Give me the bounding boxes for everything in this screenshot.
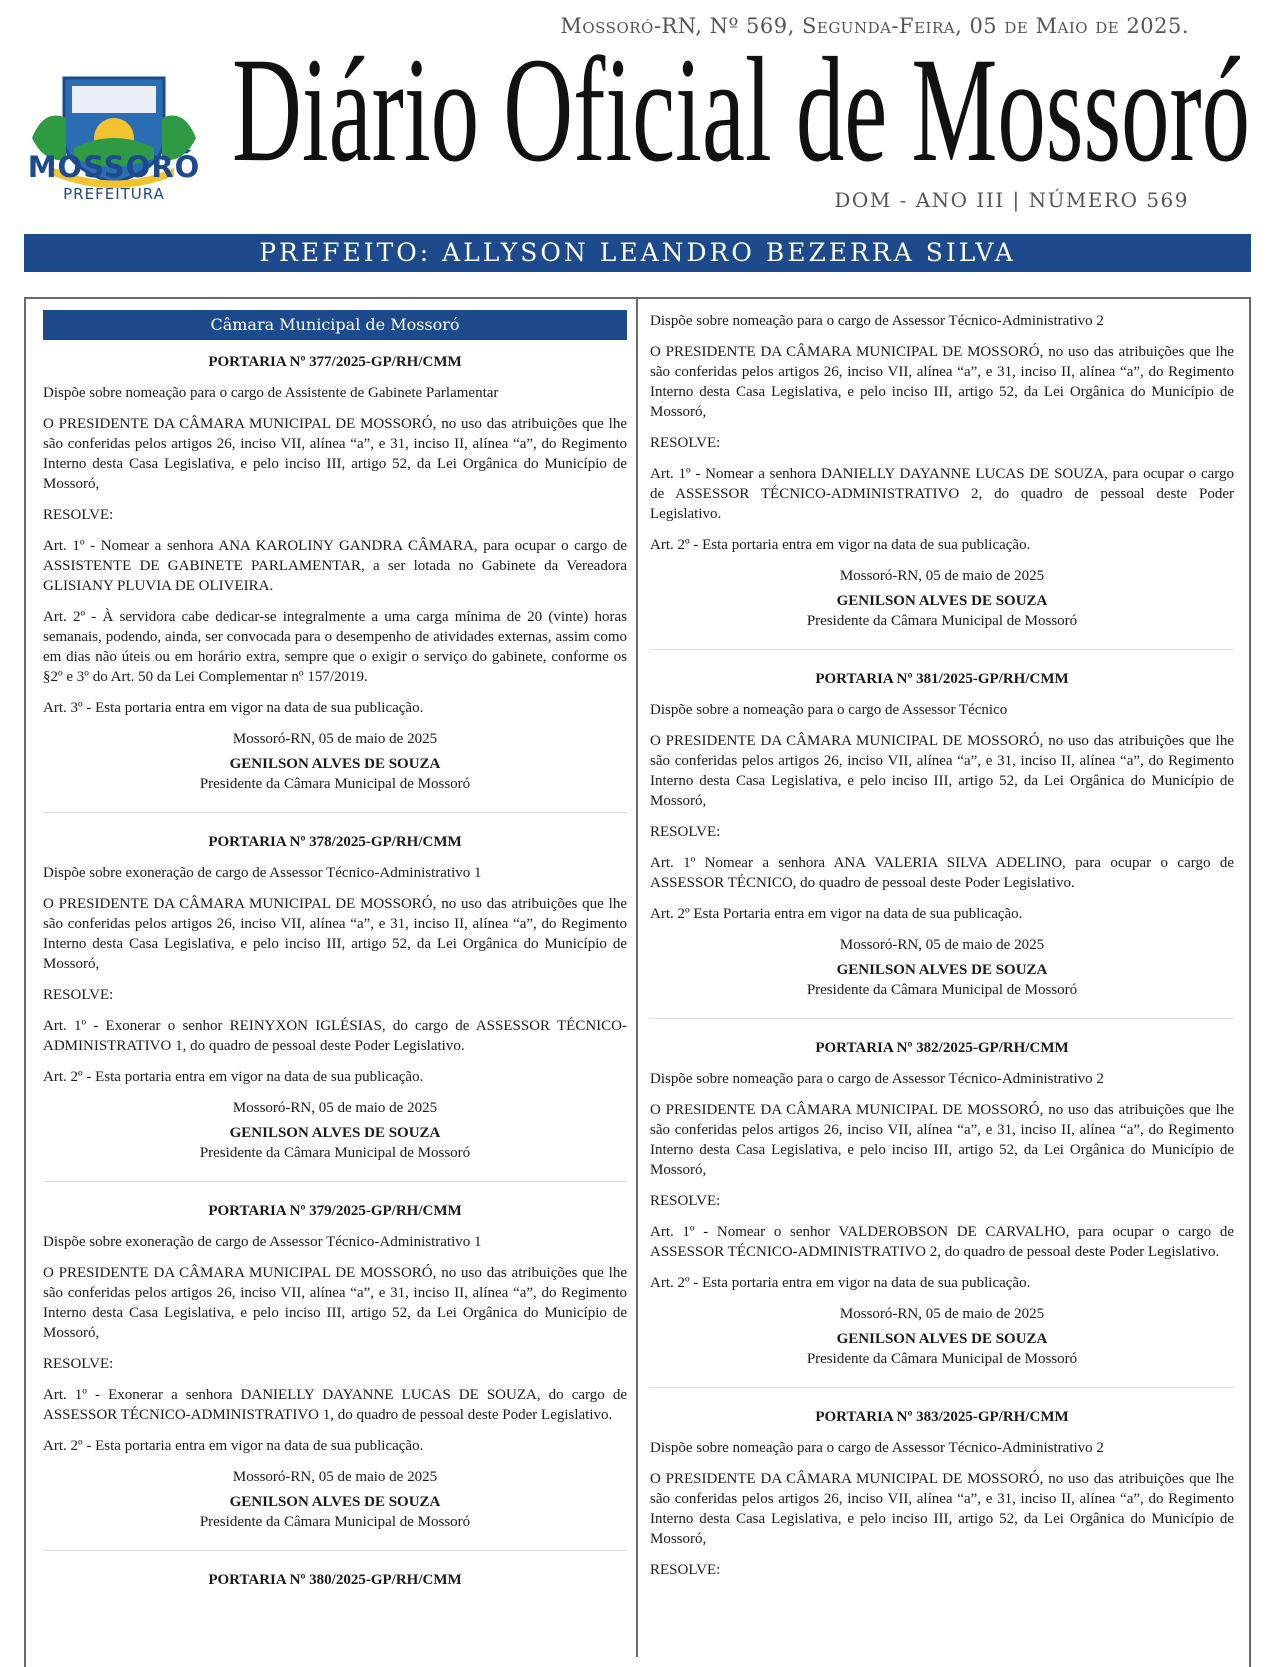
portaria-subject: Dispõe sobre exoneração de cargo de Assessor Técnico-Administrativo 1 <box>43 1234 482 1250</box>
separator <box>43 1181 627 1182</box>
portaria-subject: Dispõe sobre exoneração de cargo de Assessor Técnico-Administrativo 1 <box>43 865 482 881</box>
signature-date: Mossoró-RN, 05 de maio de 2025 <box>232 731 438 747</box>
portaria-art2: Art. 2º - À servidora cabe dedicar-se integralmente a uma carga mínima de 20 (vinte) horas semanais, podendo, ainda, ser convocada para o desempenho de atividades externas, assim como em dias não úteis ou em horário extra, sempre que o exigir o serviço do gabinete, conforme os §2º e 3º do Art. 50 da Lei Complementar nº 157/2019. <box>43 609 627 685</box>
portaria-art1: Art. 1º - Nomear a senhora ANA KAROLINY GANDRA CÂMARA, para ocupar o cargo de ASSISTENTE DE GABINETE PARLAMENTAR, a ser lotada no Gabinete da Vereadora GLISIANY PLUVIA DE OLIVEIRA. <box>43 538 627 594</box>
portaria-377 <box>43 352 627 794</box>
portaria-resolve: RESOLVE: <box>650 1562 721 1578</box>
signature-role: Presidente da Câmara Municipal de Mossoró <box>199 776 471 792</box>
signature-name: GENILSON ALVES DE SOUZA <box>229 1494 441 1510</box>
portaria-art1: Art. 1º - Exonerar o senhor REINYXON IGLÉSIAS, do cargo de ASSESSOR TÉCNICO-ADMINISTRATIVO 1, do quadro de pessoal deste Poder Legislativo. <box>43 1018 627 1054</box>
portaria-art1: Art. 1º - Exonerar a senhora DANIELLY DAYANNE LUCAS DE SOUZA, do cargo de ASSESSOR TÉCNICO-ADMINISTRATIVO 1, do quadro de pessoal deste Poder Legislativo. <box>43 1387 627 1423</box>
signature-date: Mossoró-RN, 05 de maio de 2025 <box>232 1100 438 1116</box>
separator <box>43 1550 627 1551</box>
portaria-378 <box>43 832 627 1163</box>
portaria-preamble: O PRESIDENTE DA CÂMARA MUNICIPAL DE MOSSORÓ, no uso das atribuições que lhe são conferidas pelos artigos 26, inciso VII, alínea “a”, e 31, inciso II, alínea “a”, do Regimento Interno desta Casa Legislativa, e pelo inciso III, artigo 52, da Lei Orgânica do Município de Mossoró, <box>650 344 1234 420</box>
signature-name: GENILSON ALVES DE SOUZA <box>836 1331 1048 1347</box>
portaria-art1: Art. 1º - Nomear a senhora DANIELLY DAYANNE LUCAS DE SOUZA, para ocupar o cargo de ASSESSOR TÉCNICO-ADMINISTRATIVO 2, do quadro de pessoal deste Poder Legislativo. <box>650 466 1234 522</box>
left-column <box>43 310 627 1601</box>
svg-text:Diário Oficial de Mossoró: Diário Oficial de Mossoró <box>232 28 1250 188</box>
signature-role: Presidente da Câmara Municipal de Mossoró <box>199 1145 471 1161</box>
portaria-381 <box>650 669 1234 1000</box>
signature-date: Mossoró-RN, 05 de maio de 2025 <box>839 1306 1045 1322</box>
portaria-subject: Dispõe sobre nomeação para o cargo de Assessor Técnico-Administrativo 2 <box>650 1071 1104 1087</box>
separator <box>43 812 627 813</box>
portaria-383 <box>650 1407 1234 1580</box>
separator <box>650 1387 1234 1388</box>
signature-name: GENILSON ALVES DE SOUZA <box>229 756 441 772</box>
signature-role: Presidente da Câmara Municipal de Mossoró <box>806 1351 1078 1367</box>
portaria-resolve: RESOLVE: <box>650 435 721 451</box>
portaria-art2: Art. 2º - Esta portaria entra em vigor na data de sua publicação. <box>43 1069 424 1085</box>
signature-role: Presidente da Câmara Municipal de Mossoró <box>806 613 1078 629</box>
portaria-art2: Art. 2º - Esta portaria entra em vigor na data de sua publicação. <box>43 1438 424 1454</box>
portaria-379 <box>43 1201 627 1532</box>
portaria-resolve: RESOLVE: <box>650 1193 721 1209</box>
portaria-preamble: O PRESIDENTE DA CÂMARA MUNICIPAL DE MOSSORÓ, no uso das atribuições que lhe são conferidas pelos artigos 26, inciso VII, alínea “a”, e 31, inciso II, alínea “a”, do Regimento Interno desta Casa Legislativa, e pelo inciso III, artigo 52, da Lei Orgânica do Município de Mossoró, <box>43 1265 627 1341</box>
signature-role: Presidente da Câmara Municipal de Mossoró <box>199 1514 471 1530</box>
signature-date: Mossoró-RN, 05 de maio de 2025 <box>839 937 1045 953</box>
portaria-art2: Art. 2º - Esta portaria entra em vigor na data de sua publicação. <box>650 537 1031 553</box>
portaria-subject: Dispõe sobre nomeação para o cargo de Assessor Técnico-Administrativo 2 <box>650 1440 1104 1456</box>
signature-date: Mossoró-RN, 05 de maio de 2025 <box>839 568 1045 584</box>
portaria-title: PORTARIA Nº 379/2025-GP/RH/CMM <box>208 1203 462 1219</box>
signature-date: Mossoró-RN, 05 de maio de 2025 <box>232 1469 438 1485</box>
portaria-title: PORTARIA Nº 377/2025-GP/RH/CMM <box>208 354 462 370</box>
portaria-preamble: O PRESIDENTE DA CÂMARA MUNICIPAL DE MOSSORÓ, no uso das atribuições que lhe são conferidas pelos artigos 26, inciso VII, alínea “a”, e 31, inciso II, alínea “a”, do Regimento Interno desta Casa Legislativa, e pelo inciso III, artigo 52, da Lei Orgânica do Município de Mossoró, <box>650 1471 1234 1547</box>
separator <box>650 1018 1234 1019</box>
portaria-art1: Art. 1º Nomear a senhora ANA VALERIA SILVA ADELINO, para ocupar o cargo de ASSESSOR TÉCNICO, do quadro de pessoal deste Poder Legislativo. <box>650 855 1234 891</box>
portaria-art2: Art. 2º Esta Portaria entra em vigor na data de sua publicação. <box>650 906 1023 922</box>
issue-date-line: Mossoró-RN, Nº 569, Segunda-Feira, 05 de Maio de 2025. <box>560 14 1189 38</box>
portaria-title: PORTARIA Nº 380/2025-GP/RH/CMM <box>208 1572 462 1588</box>
portaria-resolve: RESOLVE: <box>650 824 721 840</box>
portaria-preamble: O PRESIDENTE DA CÂMARA MUNICIPAL DE MOSSORÓ, no uso das atribuições que lhe são conferidas pelos artigos 26, inciso VII, alínea “a”, e 31, inciso II, alínea “a”, do Regimento Interno desta Casa Legislativa, e pelo inciso III, artigo 52, da Lei Orgânica do Município de Mossoró, <box>650 733 1234 809</box>
logo-wordmark: MOSSORÓ <box>27 150 201 184</box>
separator <box>650 649 1234 650</box>
portaria-380-heading <box>43 1570 627 1590</box>
portaria-preamble: O PRESIDENTE DA CÂMARA MUNICIPAL DE MOSSORÓ, no uso das atribuições que lhe são conferidas pelos artigos 26, inciso VII, alínea “a”, e 31, inciso II, alínea “a”, do Regimento Interno desta Casa Legislativa, e pelo inciso III, artigo 52, da Lei Orgânica do Município de Mossoró, <box>43 896 627 972</box>
signature-name: GENILSON ALVES DE SOUZA <box>229 1125 441 1141</box>
logo-subtitle: PREFEITURA <box>63 185 165 203</box>
portaria-title: PORTARIA Nº 381/2025-GP/RH/CMM <box>815 671 1069 687</box>
portaria-380-body <box>650 311 1234 631</box>
dom-edition-number: DOM - ANO III | NÚMERO 569 <box>834 188 1189 212</box>
signature-name: GENILSON ALVES DE SOUZA <box>836 593 1048 609</box>
column-divider <box>636 297 638 1657</box>
signature-name: GENILSON ALVES DE SOUZA <box>836 962 1048 978</box>
portaria-resolve: RESOLVE: <box>43 987 114 1003</box>
portaria-preamble: O PRESIDENTE DA CÂMARA MUNICIPAL DE MOSSORÓ, no uso das atribuições que lhe são conferidas pelos artigos 26, inciso VII, alínea “a”, e 31, inciso II, alínea “a”, do Regimento Interno desta Casa Legislativa, e pelo inciso III, artigo 52, da Lei Orgânica do Município de Mossoró, <box>43 416 627 492</box>
portaria-art3: Art. 3º - Esta portaria entra em vigor na data de sua publicação. <box>43 700 424 716</box>
portaria-title: PORTARIA Nº 378/2025-GP/RH/CMM <box>208 834 462 850</box>
portaria-subject: Dispõe sobre nomeação para o cargo de Assistente de Gabinete Parlamentar <box>43 385 499 401</box>
portaria-title: PORTARIA Nº 383/2025-GP/RH/CMM <box>815 1409 1069 1425</box>
portaria-title: PORTARIA Nº 382/2025-GP/RH/CMM <box>815 1040 1069 1056</box>
portaria-subject: Dispõe sobre a nomeação para o cargo de Assessor Técnico <box>650 702 1008 718</box>
section-title: Câmara Municipal de Mossoró <box>43 310 627 340</box>
prefeito-banner: PREFEITO: ALLYSON LEANDRO BEZERRA SILVA <box>24 234 1251 272</box>
mossoro-coat-of-arms-icon <box>24 48 204 208</box>
portaria-382 <box>650 1038 1234 1369</box>
portaria-resolve: RESOLVE: <box>43 1356 114 1372</box>
portaria-resolve: RESOLVE: <box>43 507 114 523</box>
masthead-title <box>232 28 1252 188</box>
signature-role: Presidente da Câmara Municipal de Mossoró <box>806 982 1078 998</box>
portaria-subject: Dispõe sobre nomeação para o cargo de Assessor Técnico-Administrativo 2 <box>650 313 1104 329</box>
portaria-art2: Art. 2º - Esta portaria entra em vigor na data de sua publicação. <box>650 1275 1031 1291</box>
portaria-art1: Art. 1º - Nomear o senhor VALDEROBSON DE CARVALHO, para ocupar o cargo de ASSESSOR TÉCNICO-ADMINISTRATIVO 2, do quadro de pessoal deste Poder Legislativo. <box>650 1224 1234 1260</box>
portaria-preamble: O PRESIDENTE DA CÂMARA MUNICIPAL DE MOSSORÓ, no uso das atribuições que lhe são conferidas pelos artigos 26, inciso VII, alínea “a”, e 31, inciso II, alínea “a”, do Regimento Interno desta Casa Legislativa, e pelo inciso III, artigo 52, da Lei Orgânica do Município de Mossoró, <box>650 1102 1234 1178</box>
right-column <box>650 311 1234 1591</box>
